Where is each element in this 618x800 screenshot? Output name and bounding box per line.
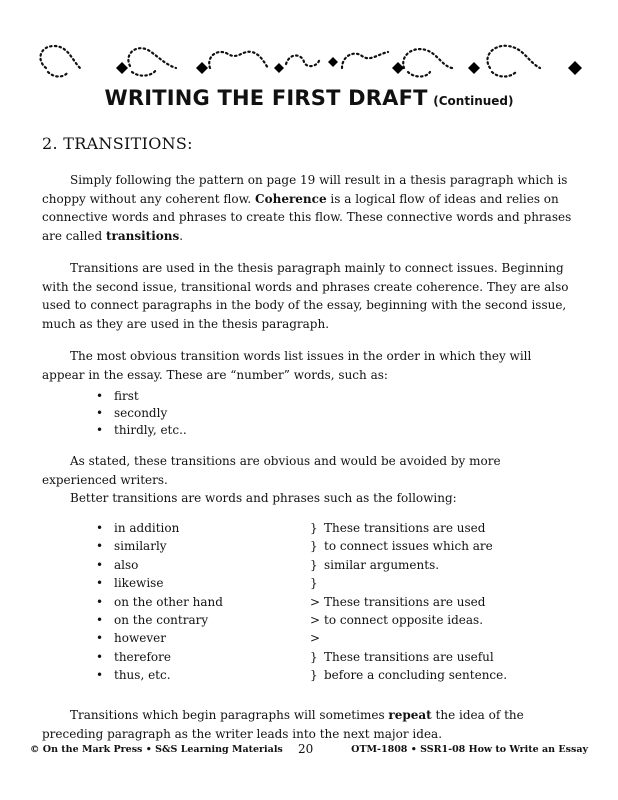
bullet-icon: • bbox=[96, 423, 104, 437]
p4-text: As stated, these transitions are obvious and would be avoided by more experienced writers. bbox=[42, 454, 501, 487]
angle-icon: > bbox=[310, 612, 321, 627]
section-heading: 2. TRANSITIONS: bbox=[42, 134, 193, 153]
bullet-icon: • bbox=[96, 576, 104, 591]
brace-icon: } bbox=[310, 668, 318, 683]
paragraph-obvious bbox=[42, 452, 572, 489]
p2-text: Transitions are used in the thesis paragraph mainly to connect issues. Beginning with the second issue, transitional words and phrases create coherence. They are also used to connect paragraphs in the body of the essay, beginning with the second issue, much as they are used in the thesis paragraph. bbox=[42, 261, 569, 331]
table-row: • however > bbox=[96, 629, 524, 647]
p1-term-transitions: transitions bbox=[105, 228, 180, 243]
bullet-icon: • bbox=[96, 668, 104, 683]
brace-icon: } bbox=[310, 539, 318, 554]
footer-catalog: OTM-1808 • SSR1-08 How to Write an Essay bbox=[351, 744, 588, 755]
p1-text-a: Simply following the pattern on page 19 will result in a thesis paragraph which is choppy without any coherent flow. bbox=[42, 173, 568, 206]
brace-icon: } bbox=[310, 521, 318, 535]
p1-term-coherence: Coherence bbox=[255, 191, 327, 206]
p6-text-a: Transitions which begin paragraphs will sometimes bbox=[70, 708, 389, 722]
bullet-icon: • bbox=[96, 649, 104, 664]
table-row: • likewise } bbox=[96, 574, 524, 592]
footer-publisher: © On the Mark Press • S&S Learning Materials bbox=[30, 744, 283, 755]
p6-text-c: the idea of the preceding paragraph as the writer leads into the next major idea. bbox=[42, 708, 524, 741]
table-row: • on the other hand > These transitions are used bbox=[96, 593, 524, 611]
table-row: • on the contrary > to connect opposite ideas. bbox=[96, 611, 524, 629]
p3-text: The most obvious transition words list issues in the order in which they will appear in the essay. These are “number” words, such as: bbox=[42, 349, 532, 382]
number-words-list bbox=[96, 388, 187, 439]
bullet-icon: • bbox=[96, 406, 104, 420]
title-text: WRITING THE FIRST DRAFT bbox=[104, 86, 428, 110]
bullet-icon: • bbox=[96, 557, 104, 572]
decorative-swirl-banner bbox=[28, 38, 588, 88]
p1-text-e: . bbox=[179, 228, 184, 243]
paragraph-thesis-usage bbox=[42, 259, 572, 333]
page-title bbox=[0, 86, 618, 110]
p1-text-c: is a logical flow of ideas and relies on connective words and phrases to create this flow. These connective words and phrases are called bbox=[42, 191, 572, 243]
table-row: • in addition } These transitions are used bbox=[96, 519, 524, 537]
p6-term-repeat: repeat bbox=[388, 708, 432, 722]
table-row: • also } similar arguments. bbox=[96, 556, 524, 574]
brace-icon: } bbox=[310, 576, 318, 591]
brace-icon: } bbox=[310, 557, 318, 572]
angle-icon: > bbox=[310, 594, 321, 609]
list-item: • secondly bbox=[96, 406, 168, 420]
bullet-icon: • bbox=[96, 631, 104, 646]
page-number: 20 bbox=[298, 742, 314, 756]
list-item: • thirdly, etc.. bbox=[96, 423, 187, 437]
table-row: • therefore } These transitions are useful bbox=[96, 648, 524, 666]
table-row: • thus, etc. } before a concluding sentence. bbox=[96, 666, 524, 684]
list-item: • first bbox=[96, 389, 139, 403]
bullet-icon: • bbox=[96, 612, 104, 627]
bullet-icon: • bbox=[96, 594, 104, 609]
table-row: • similarly } to connect issues which are bbox=[96, 537, 524, 555]
paragraph-number-words bbox=[42, 347, 572, 384]
title-subtitle: (Continued) bbox=[433, 94, 514, 108]
p5-text: Better transitions are words and phrases such as the following: bbox=[70, 491, 457, 505]
bullet-icon: • bbox=[96, 521, 104, 535]
brace-icon: } bbox=[310, 649, 318, 664]
bullet-icon: • bbox=[96, 389, 104, 403]
paragraph-better bbox=[42, 489, 572, 508]
transitions-table bbox=[96, 519, 524, 685]
bullet-icon: • bbox=[96, 539, 104, 554]
paragraph-coherence bbox=[42, 171, 572, 245]
angle-icon: > bbox=[310, 631, 321, 646]
paragraph-repeat bbox=[42, 706, 572, 743]
